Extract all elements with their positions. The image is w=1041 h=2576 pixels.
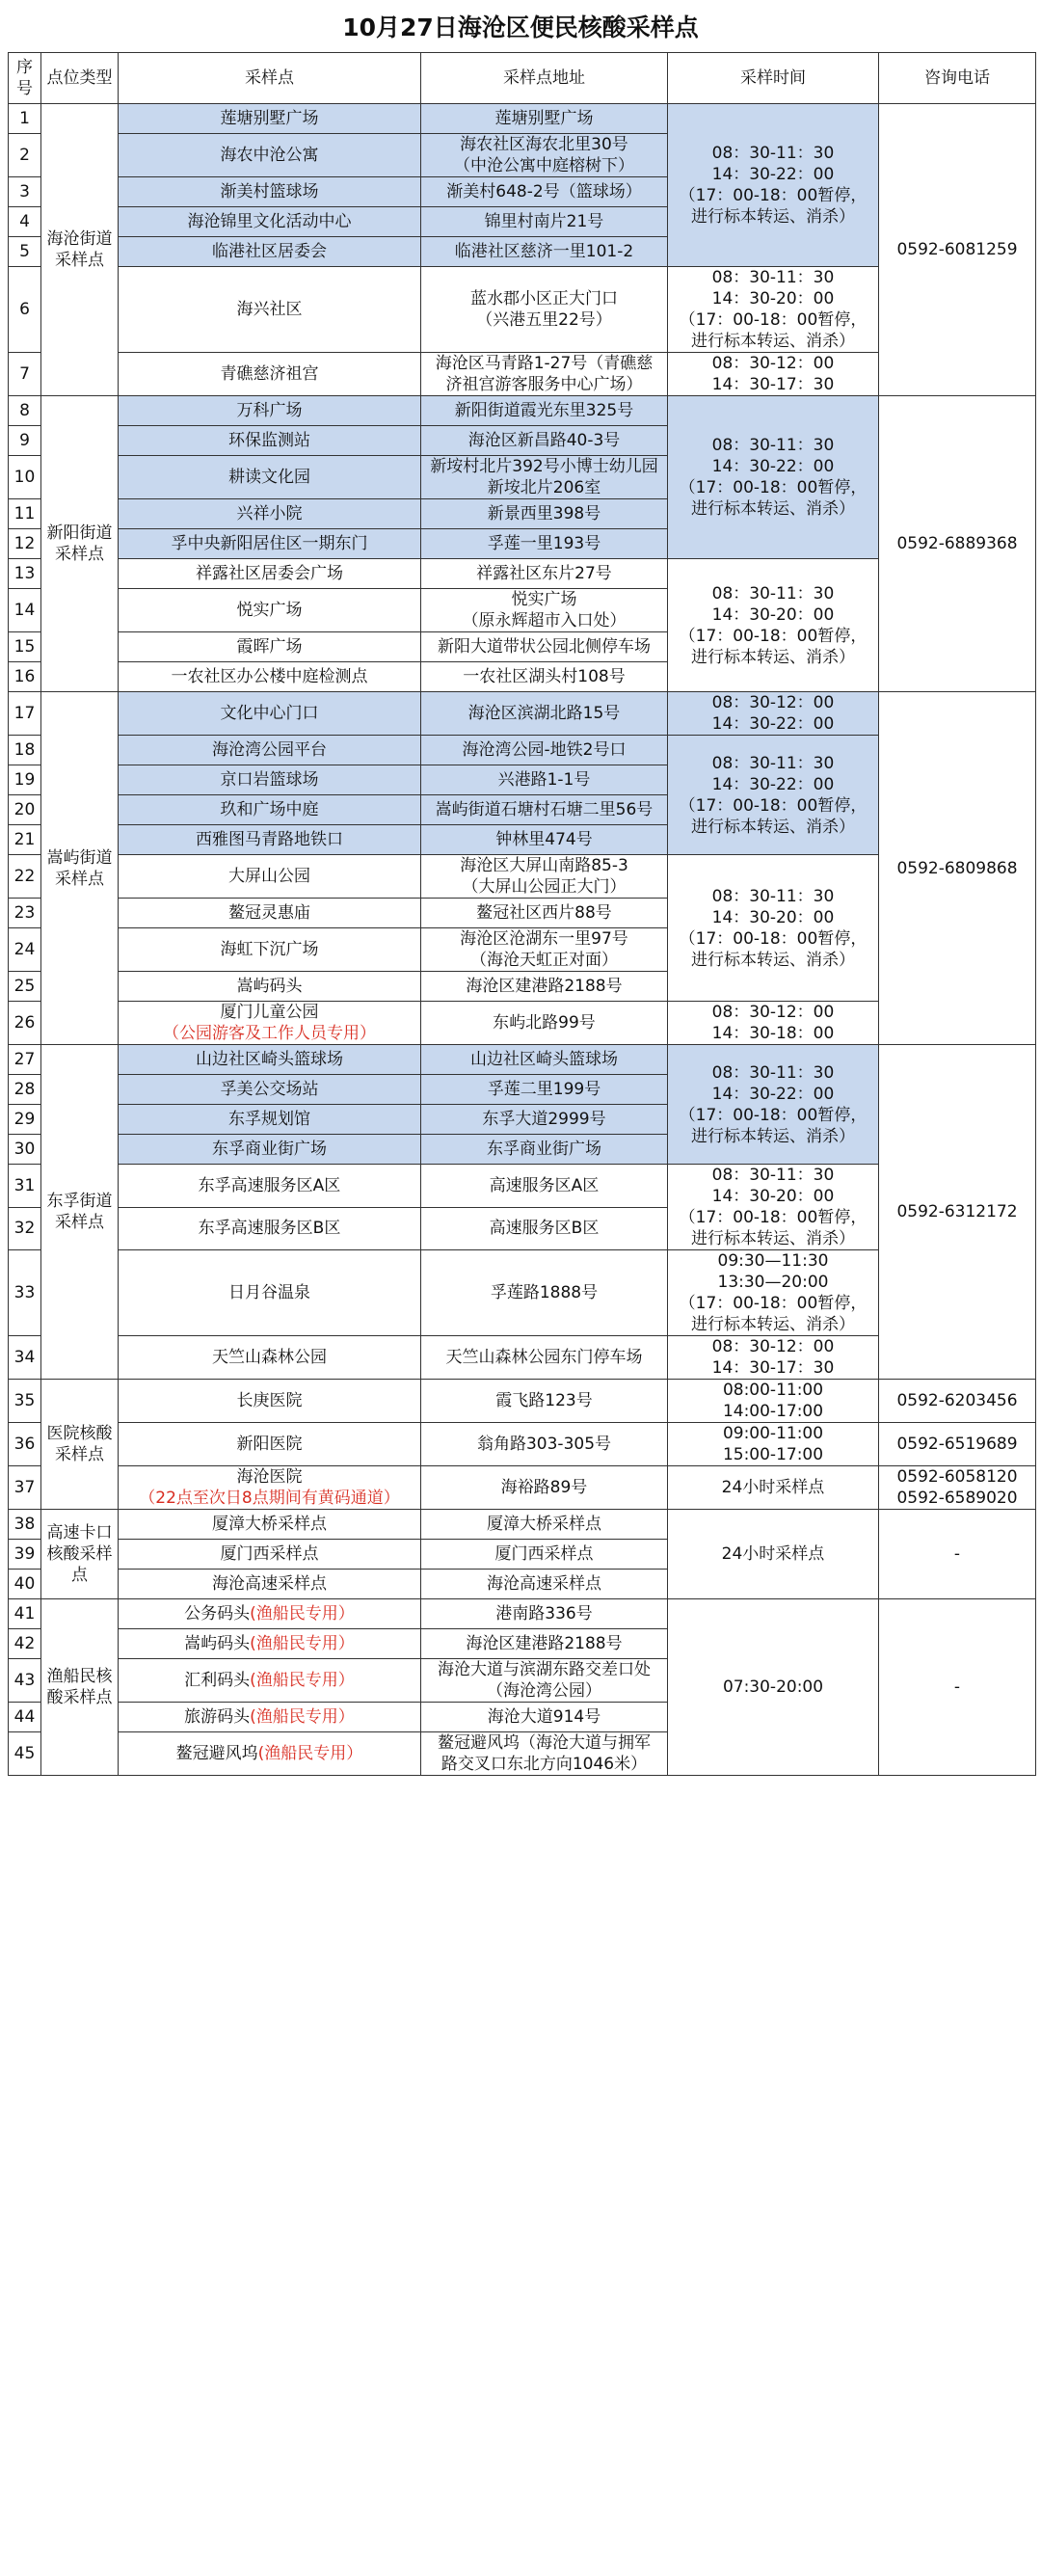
row-number: 19 [9, 765, 41, 795]
site-name-text: 新阳医院 [236, 1435, 303, 1454]
contact-phone: - [879, 1599, 1036, 1776]
site-name [119, 207, 421, 237]
site-address: 东孚大道2999号 [421, 1105, 668, 1135]
site-name-text: 海沧高速采样点 [212, 1574, 327, 1594]
header-row [9, 53, 1036, 104]
site-address: 天竺山森林公园东门停车场 [421, 1336, 668, 1380]
contact-phone: 0592-6081259 [879, 104, 1036, 396]
site-name [119, 529, 421, 559]
site-name-text: 厦门儿童公园 [220, 1003, 319, 1022]
site-name [119, 736, 421, 765]
site-name-text: 孚中央新阳居住区一期东门 [171, 534, 368, 553]
site-name-text: 一农社区办公楼中庭检测点 [171, 667, 368, 686]
site-address: 海沧大道与滨湖东路交差口处 （海沧湾公园） [421, 1659, 668, 1703]
row-number: 17 [9, 692, 41, 736]
contact-phone: 0592-6809868 [879, 692, 1036, 1045]
site-name [119, 426, 421, 456]
site-name [119, 267, 421, 353]
row-number: 40 [9, 1570, 41, 1599]
site-name [119, 1570, 421, 1599]
site-name [119, 1466, 421, 1510]
site-name [119, 456, 421, 499]
row-number: 43 [9, 1659, 41, 1703]
site-address: 山边社区崎头篮球场 [421, 1045, 668, 1075]
site-address: 新阳大道带状公园北侧停车场 [421, 632, 668, 662]
row-number: 12 [9, 529, 41, 559]
site-name-text: 海兴社区 [236, 300, 303, 319]
row-number: 1 [9, 104, 41, 134]
site-address: 海沧大道914号 [421, 1703, 668, 1732]
row-number: 35 [9, 1380, 41, 1423]
site-type: 东孚街道 采样点 [41, 1045, 119, 1380]
site-name [119, 1002, 421, 1045]
site-type: 高速卡口 核酸采样 点 [41, 1510, 119, 1599]
site-name [119, 353, 421, 396]
site-address: 港南路336号 [421, 1599, 668, 1629]
table-row [9, 104, 1036, 134]
site-name-text: 海沧湾公园平台 [212, 740, 327, 760]
header-address: 采样点地址 [421, 53, 668, 104]
row-number: 16 [9, 662, 41, 692]
header-no: 序号 [9, 53, 41, 104]
site-address: 渐美村648-2号（篮球场） [421, 177, 668, 207]
site-address: 厦漳大桥采样点 [421, 1510, 668, 1540]
row-number: 21 [9, 825, 41, 855]
site-name [119, 1659, 421, 1703]
row-number: 13 [9, 559, 41, 589]
site-name [119, 1423, 421, 1466]
row-number: 29 [9, 1105, 41, 1135]
site-name [119, 1105, 421, 1135]
site-name [119, 1045, 421, 1075]
site-name-text: 孚美公交场站 [220, 1080, 319, 1099]
site-name [119, 1703, 421, 1732]
site-name-text: 长庚医院 [236, 1391, 303, 1410]
site-name-text: 山边社区崎头篮球场 [196, 1050, 343, 1069]
row-number: 28 [9, 1075, 41, 1105]
sampling-time: 24小时采样点 [668, 1466, 879, 1510]
sampling-time: 08：30-11：30 14：30-22：00 （17：00-18：00暂停， 进行标本转运、消杀） [668, 736, 879, 855]
site-name [119, 134, 421, 177]
row-number: 5 [9, 237, 41, 267]
row-number: 3 [9, 177, 41, 207]
site-name [119, 1629, 421, 1659]
site-address: 一农社区湖头村108号 [421, 662, 668, 692]
table-row [9, 1599, 1036, 1629]
site-name-text: 海沧锦里文化活动中心 [187, 212, 352, 231]
site-name [119, 1510, 421, 1540]
contact-phone: 0592-6203456 [879, 1380, 1036, 1423]
site-address: 锦里村南片21号 [421, 207, 668, 237]
sampling-time: 08：30-11：30 14：30-20：00 （17：00-18：00暂停， 进行标本转运、消杀） [668, 855, 879, 1002]
site-restriction-note: (渔船民专用） [250, 1707, 355, 1727]
row-number: 33 [9, 1250, 41, 1336]
table-row [9, 1045, 1036, 1075]
row-number: 32 [9, 1207, 41, 1250]
site-name-text: 霞晖广场 [236, 637, 303, 657]
site-address: 厦门西采样点 [421, 1540, 668, 1570]
sampling-time: 08：30-11：30 14：30-20：00 （17：00-18：00暂停， 进行标本转运、消杀） [668, 267, 879, 353]
site-name-text: 大屏山公园 [228, 867, 310, 886]
site-type: 医院核酸 采样点 [41, 1380, 119, 1510]
site-name-text: 鳌冠避风坞 [175, 1744, 258, 1763]
site-address: 悦实广场 （原永辉超市入口处） [421, 589, 668, 632]
header-phone: 咨询电话 [879, 53, 1036, 104]
row-number: 26 [9, 1002, 41, 1045]
row-number: 9 [9, 426, 41, 456]
site-name [119, 899, 421, 928]
site-name-text: 莲塘别墅广场 [220, 109, 319, 128]
site-name [119, 1135, 421, 1165]
site-address: 东屿北路99号 [421, 1002, 668, 1045]
site-name [119, 1075, 421, 1105]
header-type: 点位类型 [41, 53, 119, 104]
site-address: 海沧高速采样点 [421, 1570, 668, 1599]
row-number: 24 [9, 928, 41, 972]
site-address: 海沧湾公园-地铁2号口 [421, 736, 668, 765]
site-name-text: 悦实广场 [236, 601, 303, 620]
site-name [119, 662, 421, 692]
row-number: 27 [9, 1045, 41, 1075]
site-name [119, 1540, 421, 1570]
contact-phone: 0592-6058120 0592-6589020 [879, 1466, 1036, 1510]
row-number: 34 [9, 1336, 41, 1380]
row-number: 7 [9, 353, 41, 396]
row-number: 39 [9, 1540, 41, 1570]
site-name [119, 1380, 421, 1423]
row-number: 31 [9, 1165, 41, 1208]
site-address: 新垵村北片392号小博士幼儿园 新垵北片206室 [421, 456, 668, 499]
site-address: 海沧区大屏山南路85-3 （大屏山公园正大门） [421, 855, 668, 899]
site-address: 海农社区海农北里30号 （中沧公寓中庭榕树下） [421, 134, 668, 177]
row-number: 36 [9, 1423, 41, 1466]
site-name-text: 东孚高速服务区B区 [198, 1219, 341, 1239]
site-name-text: 旅游码头 [184, 1707, 251, 1727]
site-address: 临港社区慈济一里101-2 [421, 237, 668, 267]
site-name [119, 692, 421, 736]
site-note: （公园游客及工作人员专用） [163, 1024, 376, 1043]
site-address: 嵩屿街道石塘村石塘二里56号 [421, 795, 668, 825]
site-name [119, 928, 421, 972]
site-name-text: 西雅图马青路地铁口 [196, 830, 343, 849]
header-time: 采样时间 [668, 53, 879, 104]
site-address: 孚莲二里199号 [421, 1075, 668, 1105]
site-name-text: 公务码头 [184, 1604, 251, 1623]
site-address: 鳌冠避风坞（海沧大道与拥军 路交叉口东北方向1046米） [421, 1732, 668, 1776]
sampling-time: 09:30—11:30 13:30—20:00 （17：00-18：00暂停， 进行标本转运、消杀） [668, 1250, 879, 1336]
site-name-text: 京口岩篮球场 [220, 770, 319, 790]
site-address: 新阳街道霞光东里325号 [421, 396, 668, 426]
table-row [9, 1510, 1036, 1540]
sampling-time: 08：30-11：30 14：30-22：00 （17：00-18：00暂停， 进行标本转运、消杀） [668, 104, 879, 267]
site-name-text: 文化中心门口 [220, 704, 319, 723]
site-name [119, 855, 421, 899]
site-address: 蓝水郡小区正大门口 （兴港五里22号） [421, 267, 668, 353]
site-address: 海沧区建港路2188号 [421, 1629, 668, 1659]
site-note: （22点至次日8点期间有黄码通道） [139, 1489, 400, 1508]
table-row [9, 1380, 1036, 1423]
site-type: 海沧街道 采样点 [41, 104, 119, 396]
site-name-text: 嵩屿码头 [184, 1634, 251, 1653]
site-address: 高速服务区B区 [421, 1207, 668, 1250]
site-address: 孚莲一里193号 [421, 529, 668, 559]
site-name [119, 632, 421, 662]
site-name-text: 厦门西采样点 [220, 1544, 319, 1564]
row-number: 11 [9, 499, 41, 529]
row-number: 22 [9, 855, 41, 899]
site-name [119, 972, 421, 1002]
row-number: 30 [9, 1135, 41, 1165]
row-number: 23 [9, 899, 41, 928]
sampling-time: 08：30-12：00 14：30-17：30 [668, 353, 879, 396]
site-restriction-note: (渔船民专用） [250, 1634, 355, 1653]
site-name-text: 日月谷温泉 [228, 1283, 310, 1302]
site-address: 霞飞路123号 [421, 1380, 668, 1423]
site-name-text: 海虹下沉广场 [220, 940, 319, 959]
site-name [119, 1207, 421, 1250]
site-name-text: 兴祥小院 [236, 504, 303, 523]
contact-phone: 0592-6889368 [879, 396, 1036, 692]
site-address: 翁角路303-305号 [421, 1423, 668, 1466]
site-name [119, 795, 421, 825]
site-name [119, 1165, 421, 1208]
row-number: 4 [9, 207, 41, 237]
site-name [119, 177, 421, 207]
site-restriction-note: (渔船民专用） [250, 1671, 355, 1690]
site-name-text: 海沧医院 [236, 1467, 303, 1487]
site-address: 祥露社区东片27号 [421, 559, 668, 589]
site-type: 嵩屿街道 采样点 [41, 692, 119, 1045]
site-name-text: 祥露社区居委会广场 [196, 564, 343, 583]
site-name-text: 玖和广场中庭 [220, 800, 319, 819]
row-number: 2 [9, 134, 41, 177]
site-type: 渔船民核 酸采样点 [41, 1599, 119, 1776]
row-number: 38 [9, 1510, 41, 1540]
site-address: 钟林里474号 [421, 825, 668, 855]
sampling-time: 07:30-20:00 [668, 1599, 879, 1776]
site-name [119, 1250, 421, 1336]
site-name [119, 1732, 421, 1776]
site-type: 新阳街道 采样点 [41, 396, 119, 692]
sampling-time: 08:00-11:00 14:00-17:00 [668, 1380, 879, 1423]
row-number: 18 [9, 736, 41, 765]
site-name-text: 东孚规划馆 [228, 1110, 310, 1129]
row-number: 41 [9, 1599, 41, 1629]
site-name-text: 青礁慈济祖宫 [220, 364, 319, 384]
site-address: 海沧区新昌路40-3号 [421, 426, 668, 456]
sampling-time: 08：30-11：30 14：30-20：00 （17：00-18：00暂停， 进行标本转运、消杀） [668, 559, 879, 692]
row-number: 44 [9, 1703, 41, 1732]
site-address: 高速服务区A区 [421, 1165, 668, 1208]
row-number: 37 [9, 1466, 41, 1510]
contact-phone: 0592-6312172 [879, 1045, 1036, 1380]
site-name [119, 765, 421, 795]
site-address: 新景西里398号 [421, 499, 668, 529]
header-site: 采样点 [119, 53, 421, 104]
sampling-time: 08：30-11：30 14：30-20：00 （17：00-18：00暂停， 进行标本转运、消杀） [668, 1165, 879, 1250]
site-restriction-note: (渔船民专用） [257, 1744, 363, 1763]
site-name-text: 东孚高速服务区A区 [198, 1175, 341, 1195]
site-name [119, 1599, 421, 1629]
row-number: 8 [9, 396, 41, 426]
site-address: 海沧区建港路2188号 [421, 972, 668, 1002]
site-address: 鳌冠社区西片88号 [421, 899, 668, 928]
row-number: 14 [9, 589, 41, 632]
site-name-text: 万科广场 [236, 401, 303, 420]
table-row [9, 1466, 1036, 1510]
site-name-text: 海农中沧公寓 [220, 146, 319, 165]
table-row [9, 1423, 1036, 1466]
site-name [119, 1336, 421, 1380]
site-address: 海沧区沧湖东一里97号 （海沧天虹正对面） [421, 928, 668, 972]
sampling-time: 08：30-12：00 14：30-17：30 [668, 1336, 879, 1380]
site-address: 莲塘别墅广场 [421, 104, 668, 134]
site-name [119, 499, 421, 529]
site-address: 海沧区马青路1-27号（青礁慈 济祖宫游客服务中心广场） [421, 353, 668, 396]
site-name-text: 天竺山森林公园 [212, 1348, 327, 1367]
site-address: 海裕路89号 [421, 1466, 668, 1510]
contact-phone: 0592-6519689 [879, 1423, 1036, 1466]
site-name [119, 237, 421, 267]
sampling-time: 24小时采样点 [668, 1510, 879, 1599]
site-name-text: 环保监测站 [228, 431, 310, 450]
row-number: 6 [9, 267, 41, 353]
row-number: 20 [9, 795, 41, 825]
site-name-text: 鳌冠灵惠庙 [228, 903, 310, 923]
site-name [119, 396, 421, 426]
site-name [119, 104, 421, 134]
sampling-sites-table [8, 52, 1036, 1776]
site-name-text: 渐美村篮球场 [220, 182, 319, 201]
sampling-time: 08：30-11：30 14：30-22：00 （17：00-18：00暂停， 进行标本转运、消杀） [668, 396, 879, 559]
row-number: 15 [9, 632, 41, 662]
site-name [119, 559, 421, 589]
contact-phone: - [879, 1510, 1036, 1599]
row-number: 10 [9, 456, 41, 499]
site-name-text: 耕读文化园 [228, 468, 310, 487]
table-row [9, 396, 1036, 426]
sampling-time: 08：30-12：00 14：30-22：00 [668, 692, 879, 736]
site-name-text: 临港社区居委会 [212, 242, 327, 261]
row-number: 42 [9, 1629, 41, 1659]
row-number: 45 [9, 1732, 41, 1776]
row-number: 25 [9, 972, 41, 1002]
site-address: 海沧区滨湖北路15号 [421, 692, 668, 736]
site-name-text: 厦漳大桥采样点 [212, 1515, 327, 1534]
site-restriction-note: (渔船民专用） [250, 1604, 355, 1623]
site-name-text: 东孚商业街广场 [212, 1140, 327, 1159]
sampling-time: 08：30-12：00 14：30-18：00 [668, 1002, 879, 1045]
site-name [119, 589, 421, 632]
site-name-text: 汇利码头 [184, 1671, 251, 1690]
sampling-time: 09:00-11:00 15:00-17:00 [668, 1423, 879, 1466]
site-address: 孚莲路1888号 [421, 1250, 668, 1336]
site-address: 东孚商业街广场 [421, 1135, 668, 1165]
site-name-text: 嵩屿码头 [236, 977, 303, 996]
site-name [119, 825, 421, 855]
sampling-time: 08：30-11：30 14：30-22：00 （17：00-18：00暂停， 进行标本转运、消杀） [668, 1045, 879, 1165]
page-title: 10月27日海沧区便民核酸采样点 [342, 13, 699, 41]
site-address: 兴港路1-1号 [421, 765, 668, 795]
table-row [9, 692, 1036, 736]
